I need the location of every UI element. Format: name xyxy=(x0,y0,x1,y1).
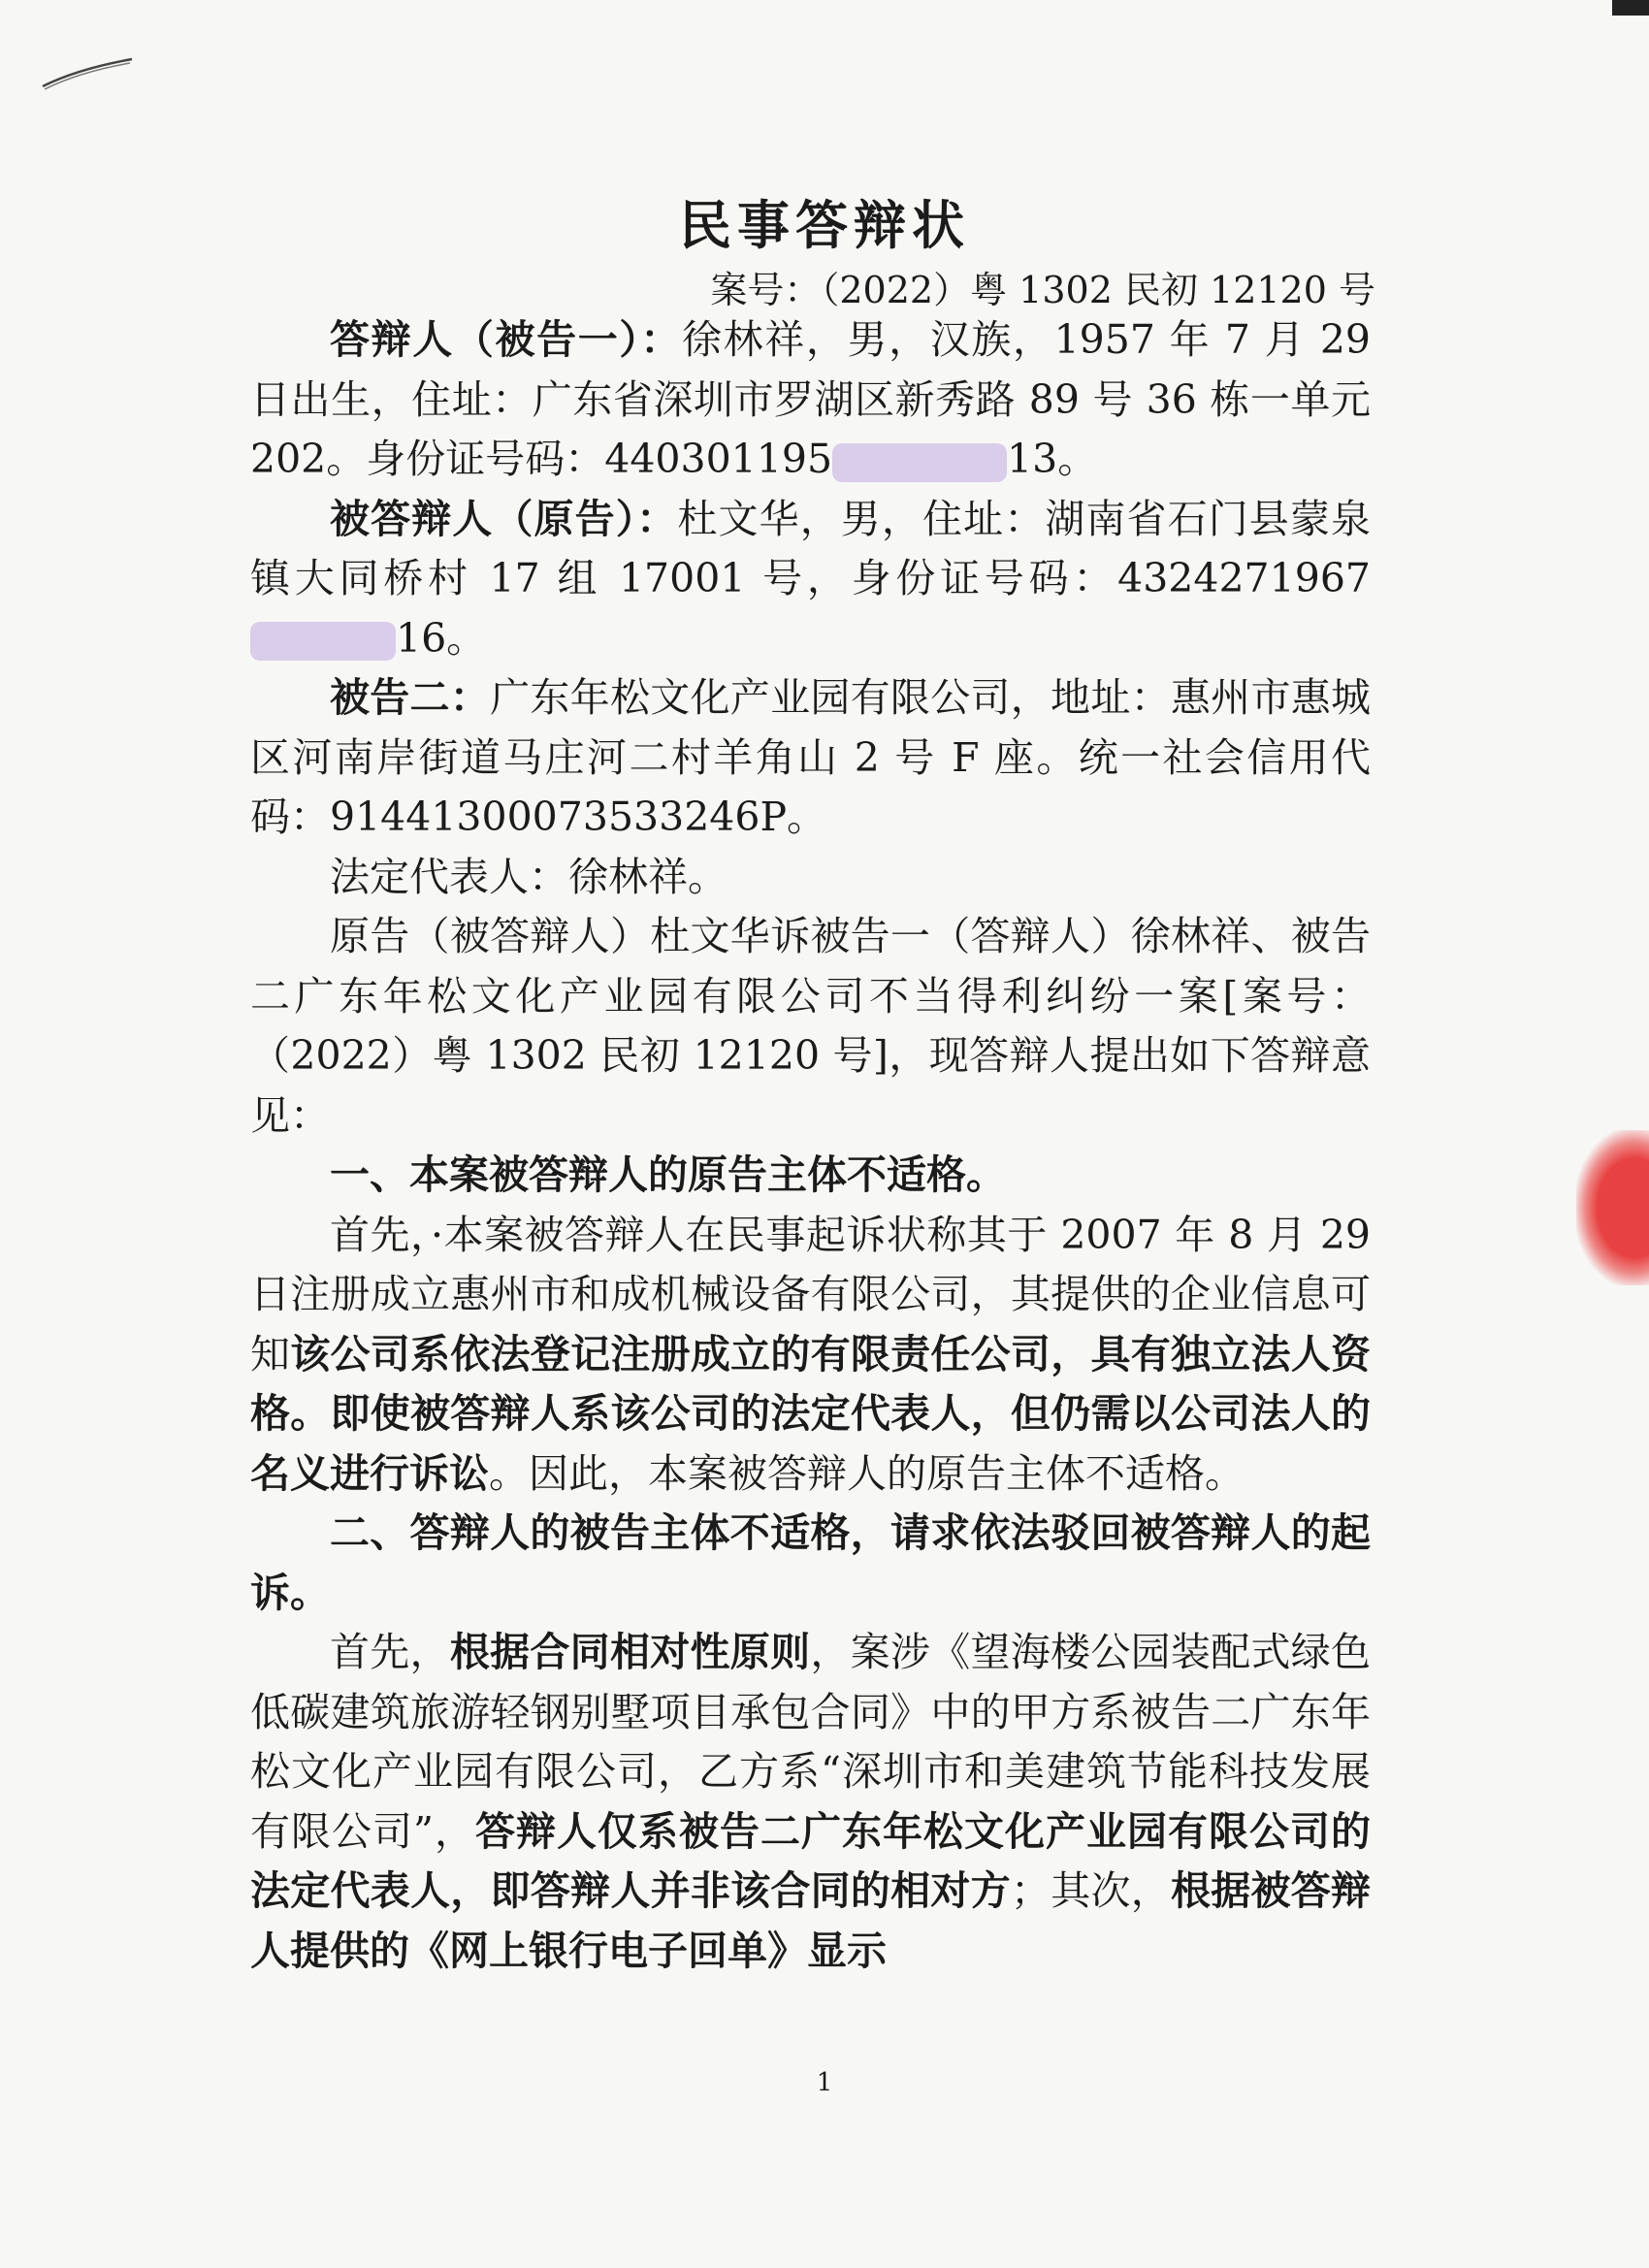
para2-text-f: 根据被答辩人提供的《网上银行电子回单》显示 xyxy=(250,1867,1372,1974)
redaction-block xyxy=(832,443,1007,482)
section-heading-2: 二、答辩人的被告主体不适格，请求依法驳回被答辩人的起诉。 xyxy=(250,1509,1371,1616)
para2-text-e: ；其次， xyxy=(1010,1867,1171,1914)
defendant2-label: 被告二： xyxy=(330,674,491,721)
section-2-paragraph xyxy=(250,1623,1371,1981)
plaintiff-text-a: 杜文华，男，住址：湖南省石门县蒙泉镇大同桥村 17 组 17001 号，身份证号码：4324271967 xyxy=(250,495,1372,601)
section-heading-1: 一、本案被答辩人的原告主体不适格。 xyxy=(330,1151,1006,1198)
defendant2-paragraph xyxy=(250,668,1371,848)
document-body xyxy=(250,310,1371,1981)
legal-representative: 法定代表人：徐林祥。 xyxy=(330,853,728,900)
para1-text-b: 该公司系依法登记注册成立的有限责任公司，具有独立法人资格。即使被答辩人系该公司的法定代表人，但仍需以公司法人的名义进行诉讼 xyxy=(250,1330,1372,1497)
section-1-paragraph xyxy=(250,1206,1371,1505)
para2-text-d: 答辩人仅系被告二广东年松文化产业园有限公司的法定代表人，即答辩人并非该合同的相对方 xyxy=(250,1807,1371,1914)
para2-text-b: 根据合同相对性原则 xyxy=(449,1629,811,1675)
defendant2-text: 广东年松文化产业园有限公司，地址：惠州市惠城区河南岸街道马庄河二村羊角山 2 号 F 座。统一社会信用代码：91441300073533246P。 xyxy=(250,674,1372,840)
para1-text-c: 。因此，本案被答辩人的原告主体不适格。 xyxy=(489,1449,1245,1497)
intro-paragraph: 原告（被答辩人）杜文华诉被告一（答辩人）徐林祥、被告二广东年松文化产业园有限公司不当得利纠纷一案[案号：（2022）粤 1302 民初 12120 号]，现答辩人提出如下答辩意见： xyxy=(250,913,1371,1139)
case-number: 案号：（2022）粤 1302 民初 12120 号 xyxy=(710,269,1375,311)
para1-text-a: 首先，·本案被答辩人在民事起诉状称其于 2007 年 8 月 29 日注册成立惠州市和成机械设备有限公司，其提供的企业信息可知 xyxy=(250,1211,1371,1377)
page-number: 1 xyxy=(816,2068,833,2097)
respondent-label: 答辩人（被告一）： xyxy=(330,316,683,363)
plaintiff-paragraph xyxy=(250,490,1371,669)
scan-corner-mark xyxy=(1612,0,1649,16)
red-seal-fragment xyxy=(1576,1130,1649,1285)
redaction-block xyxy=(250,622,396,661)
pen-stroke-mark xyxy=(39,53,136,92)
respondent-text-b: 13。 xyxy=(1007,436,1098,482)
document-title: 民事答辩状 xyxy=(679,194,970,256)
para2-text-c: ，案涉《望海楼公园装配式绿色低碳建筑旅游轻钢别墅项目承包合同》中的甲方系被告二广东年松文化产业园有限公司，乙方系“深圳市和美建筑节能科技发展有限公司”， xyxy=(250,1629,1372,1855)
para2-text-a: 首先， xyxy=(330,1629,450,1675)
respondent-text-a: 徐林祥，男，汉族，1957 年 7 月 29 日出生，住址：广东省深圳市罗湖区新秀路 89 号 36 栋一单元 202。身份证号码：440301195 xyxy=(250,316,1372,482)
plaintiff-label: 被答辩人（原告）： xyxy=(330,495,678,542)
plaintiff-text-b: 16。 xyxy=(396,614,487,662)
respondent-paragraph xyxy=(250,310,1371,490)
